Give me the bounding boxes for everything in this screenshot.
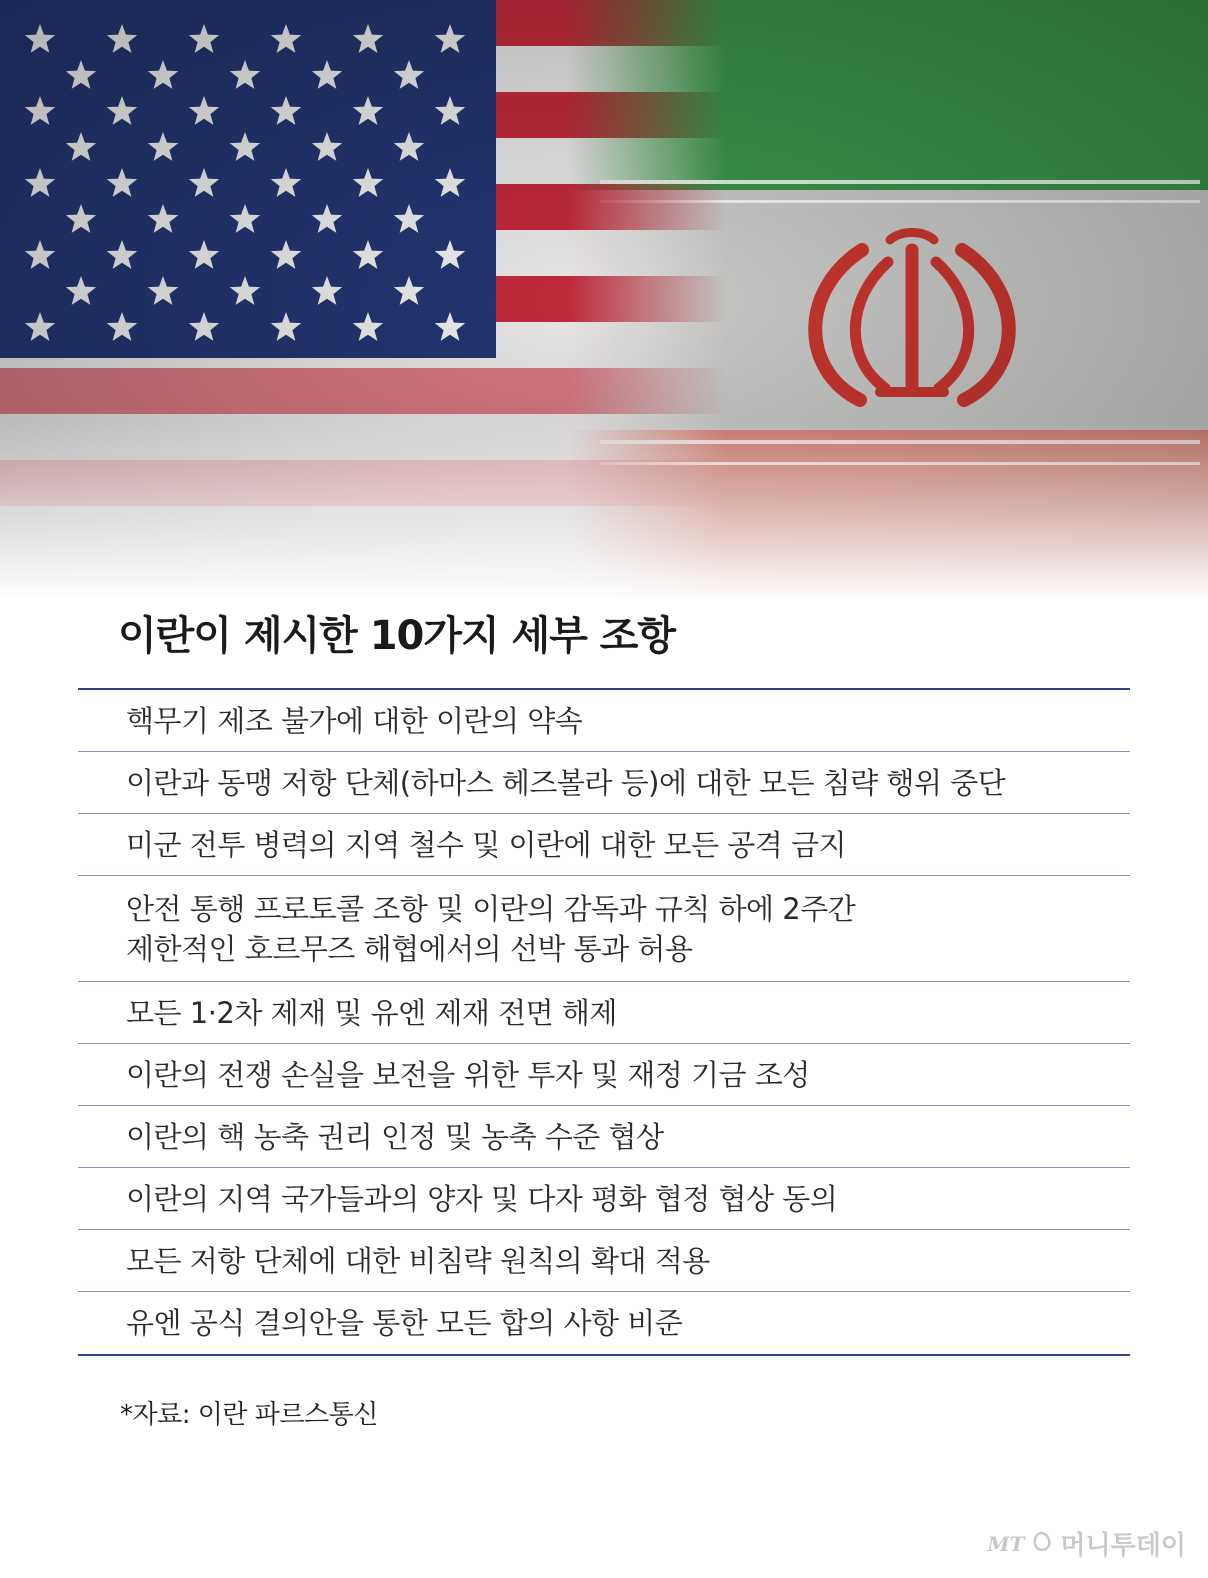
list-item [78, 1106, 1130, 1168]
list-item-text: 유엔 공식 결의안을 통한 모든 합의 사항 비준 [126, 1306, 683, 1340]
list-item-text: 핵무기 제조 불가에 대한 이란의 약속 [126, 703, 583, 738]
list-item [78, 690, 1130, 752]
list-item-text: 이란의 전쟁 손실을 보전을 위한 투자 및 재정 기금 조성 [126, 1057, 810, 1092]
list-item [78, 814, 1130, 876]
source-note: *자료: 이란 파르스통신 [120, 1400, 378, 1430]
page-title: 이란이 제시한 10가지 세부 조항 [118, 613, 676, 659]
list-item [78, 876, 1130, 982]
list-item [78, 1292, 1130, 1354]
watermark-name: 머니투데이 [1060, 1531, 1186, 1561]
list-item-text: 이란과 동맹 저항 단체(하마스 헤즈볼라 등)에 대한 모든 침략 행위 중단 [126, 765, 1006, 800]
list-item [78, 752, 1130, 814]
list-item-text: 모든 저항 단체에 대한 비침략 원칙의 확대 적용 [126, 1243, 710, 1278]
list-item-text: 안전 통행 프로토콜 조항 및 이란의 감독과 규칙 하에 2주간 제한적인 호르무즈 해협에서의 선박 통과 허용 [126, 891, 856, 966]
list-item-text: 모든 1·2차 제재 및 유엔 제재 전면 해제 [126, 995, 617, 1030]
list-item [78, 982, 1130, 1044]
terms-list [78, 688, 1130, 1356]
list-item [78, 1168, 1130, 1230]
watermark-mt: MT [987, 1531, 1025, 1556]
list-item [78, 1230, 1130, 1292]
list-item [78, 1044, 1130, 1106]
list-item-text: 미군 전투 병력의 지역 철수 및 이란에 대한 모든 공격 금지 [126, 827, 847, 862]
watermark-logo [987, 1525, 1186, 1562]
list-item-text: 이란의 핵 농축 권리 인정 및 농축 수준 협상 [126, 1119, 664, 1154]
list-item-text: 이란의 지역 국가들과의 양자 및 다자 평화 협정 협상 동의 [126, 1181, 838, 1216]
watermark-mark-icon [1032, 1531, 1052, 1557]
hero-flags-image [0, 0, 1208, 600]
